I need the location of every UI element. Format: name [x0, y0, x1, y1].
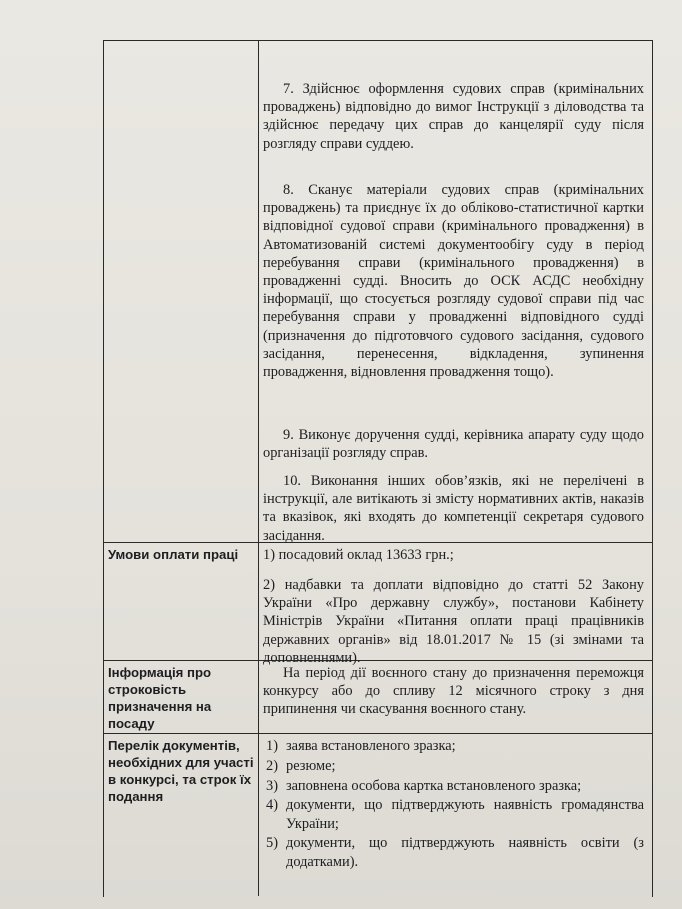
- duty-item-7: 7. Здійснює оформлення судових справ (кримінальних проваджень) відповідно до вимог Інструкції з діловодства та здійснює передачу цих справ до канцелярії суду після розгляду справи суддею.: [263, 81, 644, 152]
- list-item-number: 5): [266, 835, 278, 852]
- list-item: [266, 834, 644, 870]
- list-item: [266, 777, 644, 795]
- list-item-text: документи, що підтверджують наявність освіти (з додатками).: [286, 835, 644, 870]
- list-item-number: 2): [266, 757, 278, 774]
- list-item-text: документи, що підтверджують наявність громадянства України;: [286, 797, 644, 832]
- row-divider-documents: [103, 733, 652, 734]
- duty-item-9: 9. Виконує доручення судді, керівника апарату суду щодо організації розгляду справ.: [263, 427, 644, 462]
- list-item-text: резюме;: [286, 757, 336, 774]
- documents-list: [266, 737, 644, 872]
- salary-bonus-line: 2) надбавки та доплати відповідно до статті 52 Закону України «Про державну службу», постанови Кабінету Міністрів України «Питання оплати праці працівників державних органів» від 18.01.2017 № 15 (зі змінами та доповненнями).: [263, 577, 644, 666]
- term-text: На період дії воєнного стану до призначення переможця конкурсу або до спливу 12 місячного строку з дня припинення чи скасування воєнного стану.: [263, 665, 644, 718]
- list-item: [266, 796, 644, 832]
- list-item-text: заява встановленого зразка;: [286, 738, 456, 754]
- column-divider: [258, 40, 259, 896]
- list-item-text: заповнена особова картка встановленого зразка;: [286, 777, 582, 794]
- list-item-number: 1): [266, 738, 278, 754]
- salary-label: Умови оплати праці: [108, 547, 239, 562]
- salary-base-line: 1) посадовий оклад 13633 грн.;: [263, 547, 454, 563]
- term-label: Інформація про строковість призначення на посаду: [108, 665, 212, 731]
- duty-item-10: 10. Виконання інших обов’язків, які не перелічені в інструкції, але витікають зі змісту нормативних актів, наказів та вказівок, які входять до компетенції секретаря судового засідання.: [263, 473, 644, 544]
- list-item-number: 4): [266, 797, 278, 814]
- list-item: [266, 737, 644, 755]
- documents-label: Перелік документів, необхідних для участі в конкурсі, та строк їх подання: [108, 738, 254, 804]
- list-item: [266, 757, 644, 775]
- duty-item-8: 8. Сканує матеріали судових справ (кримінальних проваджень) та приєднує їх до обліково-статистичної картки відповідної судової справи (кримінального провадження) в Автоматизованій системі документообігу суду в період перебування справи (кримінального провадження) в провадженні судді. Вносить до ОСК АСДС необхідну інформації, що стосується розгляду судової справи під час перебування справи у провадженні відповідного судді (призначення до підготовчого судового засідання, судового засідання, перенесення, відкладення, зупинення провадження, відновлення провадження тощо).: [263, 182, 644, 381]
- list-item-number: 3): [266, 777, 278, 794]
